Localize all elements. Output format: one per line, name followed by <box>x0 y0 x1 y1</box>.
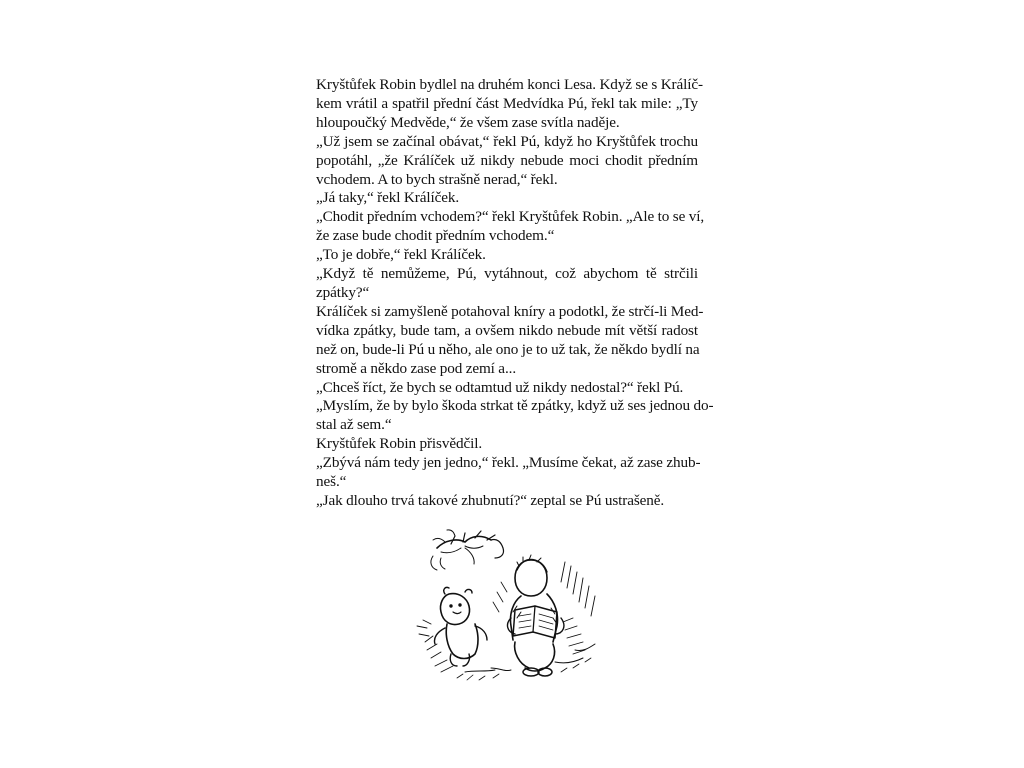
paragraph-4 <box>316 208 705 246</box>
text-line: „Jak dlouho trvá takové zhubnutí?“ zeptal se Pú ustrašeně. <box>316 491 665 509</box>
paragraph-5 <box>316 246 698 265</box>
paragraph-6 <box>316 265 698 303</box>
text-line: „Zbývá nám tedy jen jedno,“ řekl. „Musíme čekat, až zase zhub- <box>316 454 701 472</box>
story-text <box>316 76 714 511</box>
text-line: „Chceš říct, že bych se odtamtud už nikdy nedostal?“ řekl Pú. <box>316 378 684 396</box>
pooh-and-christopher-robin-reading-illustration <box>405 522 620 684</box>
text-line: hloupoučký Medvěde,“ že všem zase svítla naděje. <box>316 113 620 131</box>
paragraph-12 <box>316 492 698 511</box>
text-line: „Když tě nemůžeme, Pú, vytáhnout, což abychom tě strčili <box>316 265 698 283</box>
paragraph-9 <box>316 397 714 435</box>
paragraph-7 <box>316 302 704 379</box>
text-line: než on, bude-li Pú u něho, ale ono je to už tak, že někdo bydlí na <box>316 340 700 358</box>
paragraph-11 <box>316 454 701 492</box>
text-line: Kryštůfek Robin bydlel na druhém konci Lesa. Když se s Králíč- <box>316 76 703 93</box>
text-line: neš.“ <box>316 473 347 491</box>
text-line: stromě a někdo zase pod zemí a... <box>316 359 517 377</box>
paragraph-10 <box>316 435 698 454</box>
text-line: stal až sem.“ <box>316 416 392 434</box>
text-line: vchodem. A to bych strašně nerad,“ řekl. <box>316 170 558 188</box>
text-line: Králíček si zamyšleně potahoval kníry a podotkl, že strčí-li Med- <box>316 302 704 320</box>
paragraph-3 <box>316 189 698 208</box>
text-line: popotáhl, „že Králíček už nikdy nebude moci chodit předním <box>316 151 698 169</box>
text-line: zpátky?“ <box>316 283 370 301</box>
text-line: „To je dobře,“ řekl Králíček. <box>316 246 486 264</box>
text-line: vídka zpátky, bude tam, a ovšem nikdo nebude mít větší radost <box>316 321 698 339</box>
paragraph-1 <box>316 76 703 133</box>
text-line: „Myslím, že by bylo škoda strkat tě zpátky, když už ses jednou do- <box>316 397 714 415</box>
text-line: že zase bude chodit předním vchodem.“ <box>316 227 555 245</box>
text-line: Kryštůfek Robin přisvědčil. <box>316 435 483 453</box>
text-line: „Já taky,“ řekl Králíček. <box>316 189 460 207</box>
paragraph-2 <box>316 133 698 190</box>
text-line: kem vrátil a spatřil přední část Medvídka Pú, řekl tak mile: „Ty <box>316 94 698 112</box>
paragraph-8 <box>316 379 698 398</box>
text-line: „Už jsem se začínal obávat,“ řekl Pú, když ho Kryštůfek trochu <box>316 132 698 150</box>
text-line: „Chodit předním vchodem?“ řekl Kryštůfek Robin. „Ale to se ví, <box>316 208 705 226</box>
